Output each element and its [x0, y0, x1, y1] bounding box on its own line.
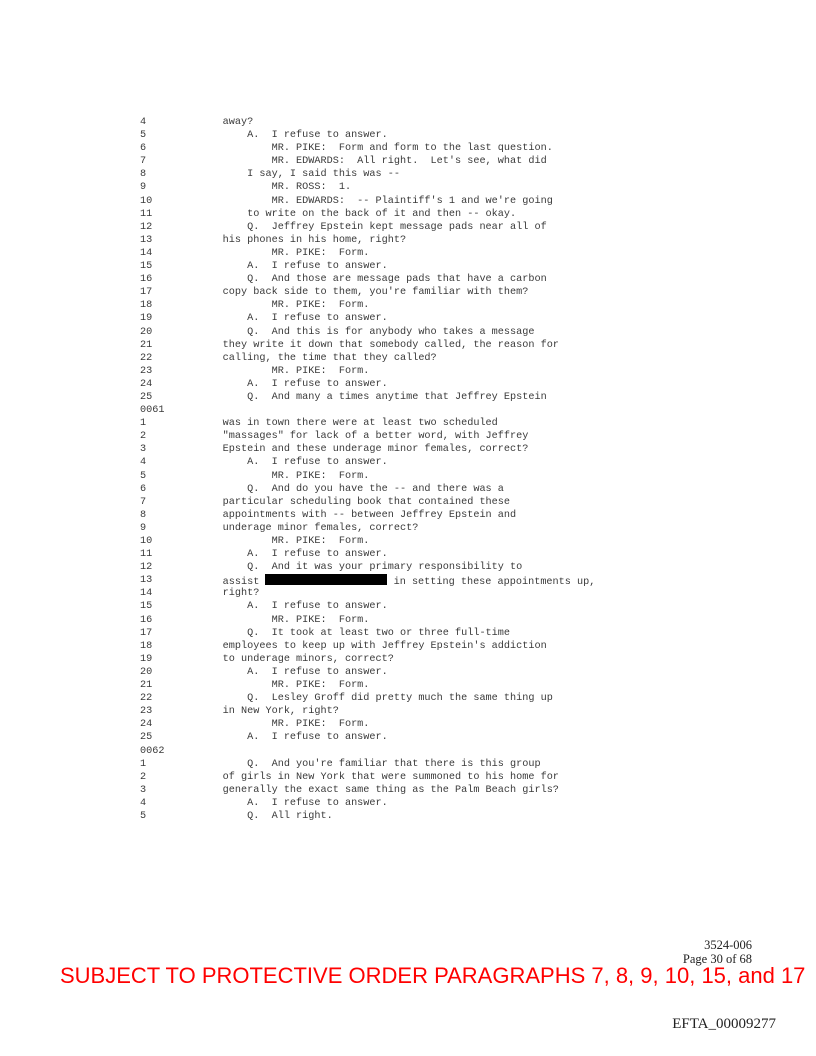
transcript-line — [140, 496, 740, 509]
line-text-segment: A. I refuse to answer. — [186, 313, 388, 325]
line-text — [186, 705, 740, 718]
line-number: 5 — [140, 810, 147, 822]
line-number: 13 — [140, 234, 153, 246]
transcript-line — [140, 666, 740, 679]
transcript-line — [140, 692, 740, 705]
line-text — [186, 378, 740, 391]
line-text-segment: A. I refuse to answer. — [186, 549, 388, 561]
document-id: 3524-006 — [704, 938, 752, 952]
transcript-line — [140, 129, 740, 142]
line-text — [186, 260, 740, 273]
transcript-line — [140, 234, 740, 247]
line-number: 10 — [140, 536, 153, 547]
line-text-segment: Q. And do you have the -- and there was a — [186, 483, 504, 495]
line-text — [186, 391, 740, 404]
transcript-line — [140, 705, 740, 718]
line-number: 13 — [140, 575, 153, 587]
transcript-line — [140, 653, 740, 666]
line-number: 18 — [140, 300, 153, 312]
line-text-segment: A. I refuse to answer. — [186, 378, 388, 390]
line-text — [186, 784, 740, 797]
bates-number: EFTA_00009277 — [672, 1016, 776, 1032]
line-text — [186, 195, 740, 208]
line-number: 3 — [140, 444, 147, 456]
line-number: 1 — [140, 758, 147, 770]
line-number: 25 — [140, 391, 153, 403]
line-text-segment: Q. Jeffrey Epstein kept message pads near all of — [186, 221, 547, 233]
line-text — [186, 496, 740, 509]
line-text-segment: MR. PIKE: Form. — [186, 365, 370, 377]
line-text-segment: MR. ROSS: 1. — [186, 182, 352, 194]
line-text-segment: generally the exact same thing as the Palm Beach girls? — [186, 784, 559, 796]
transcript-line — [140, 771, 740, 784]
transcript-line — [140, 391, 740, 404]
line-number: 2 — [140, 771, 147, 783]
line-text-segment: MR. PIKE: Form. — [186, 536, 370, 547]
line-text — [186, 810, 740, 823]
line-text — [186, 234, 740, 247]
line-text — [186, 326, 740, 339]
line-text — [186, 745, 740, 758]
transcript-line — [140, 404, 740, 417]
line-number: 5 — [140, 130, 147, 142]
line-text — [186, 718, 740, 731]
line-number: 11 — [140, 549, 153, 561]
line-text-segment: A. I refuse to answer. — [186, 601, 388, 613]
line-number: 16 — [140, 614, 153, 626]
line-text-segment: "massages" for lack of a better word, with Jeffrey — [186, 431, 529, 443]
line-text-segment: Q. All right. — [186, 810, 333, 822]
line-text — [186, 614, 740, 627]
line-text — [186, 404, 740, 417]
line-text — [186, 116, 740, 129]
line-number: 17 — [140, 627, 153, 639]
line-text-segment: Q. It took at least two or three full-time — [186, 627, 511, 639]
line-text-segment: his phones in his home, right? — [186, 234, 407, 246]
line-text — [186, 653, 740, 666]
line-number: 3 — [140, 784, 147, 796]
line-text-segment: of girls in New York that were summoned to his home for — [186, 771, 559, 783]
redaction-block — [265, 574, 387, 585]
transcript-line — [140, 797, 740, 810]
line-text — [186, 247, 740, 260]
line-text — [186, 692, 740, 705]
line-number: 11 — [140, 208, 153, 220]
line-number: 19 — [140, 653, 153, 665]
line-text — [186, 181, 740, 194]
line-text — [186, 470, 740, 483]
line-text — [186, 600, 740, 613]
line-text-segment: I say, I said this was -- — [186, 169, 400, 181]
line-text-segment: employees to keep up with Jeffrey Epstein's addiction — [186, 640, 547, 652]
line-text-segment: A. I refuse to answer. — [186, 130, 388, 142]
line-number: 8 — [140, 169, 147, 181]
transcript-line — [140, 365, 740, 378]
line-text-segment: A. I refuse to answer. — [186, 457, 388, 469]
line-text-segment: copy back side to them, you're familiar with them? — [186, 287, 529, 299]
transcript-line — [140, 535, 740, 548]
transcript-line — [140, 378, 740, 391]
transcript-line — [140, 181, 740, 194]
line-text-segment: MR. PIKE: Form. — [186, 719, 370, 731]
line-text-segment: to write on the back of it and then -- okay. — [186, 208, 517, 220]
line-text-segment: underage minor females, correct? — [186, 522, 419, 534]
line-text-segment: A. I refuse to answer. — [186, 797, 388, 809]
line-text — [186, 456, 740, 469]
line-number: 2 — [140, 431, 147, 443]
line-number: 7 — [140, 496, 147, 508]
line-text-segment: to underage minors, correct? — [186, 653, 394, 665]
line-number: 22 — [140, 693, 153, 705]
line-number: 7 — [140, 156, 147, 168]
line-text-segment: in New York, right? — [186, 706, 339, 718]
line-number: 0062 — [140, 745, 165, 757]
transcript-line — [140, 470, 740, 483]
line-text — [186, 679, 740, 692]
line-text — [186, 548, 740, 561]
line-number: 9 — [140, 182, 147, 194]
transcript-line — [140, 758, 740, 771]
line-number: 12 — [140, 562, 153, 574]
line-number: 6 — [140, 143, 147, 155]
transcript-line — [140, 221, 740, 234]
line-text — [186, 168, 740, 181]
line-text — [186, 797, 740, 810]
line-number: 18 — [140, 640, 153, 652]
transcript-line — [140, 339, 740, 352]
line-text-segment: away? — [186, 117, 254, 128]
line-number: 17 — [140, 287, 153, 299]
line-text — [186, 365, 740, 378]
line-number: 20 — [140, 326, 153, 338]
line-text-segment: A. I refuse to answer. — [186, 666, 388, 678]
line-text — [186, 627, 740, 640]
line-number: 21 — [140, 680, 153, 692]
line-number: 1 — [140, 418, 147, 430]
line-number: 24 — [140, 378, 153, 390]
line-number: 6 — [140, 483, 147, 495]
transcript-line — [140, 600, 740, 613]
line-text-segment: MR. PIKE: Form. — [186, 247, 370, 259]
transcript-line — [140, 208, 740, 221]
transcript-line — [140, 430, 740, 443]
line-text-segment: particular scheduling book that contained these — [186, 496, 511, 508]
transcript-line — [140, 679, 740, 692]
line-text-segment: Q. And those are message pads that have a carbon — [186, 274, 547, 286]
line-text — [186, 443, 740, 456]
line-text — [186, 155, 740, 168]
line-text-segment: Q. Lesley Groff did pretty much the same thing up — [186, 693, 553, 705]
line-text-segment: calling, the time that they called? — [186, 352, 437, 364]
transcript-line — [140, 745, 740, 758]
line-text — [186, 561, 740, 574]
line-text — [186, 483, 740, 496]
page-footer — [683, 938, 752, 966]
transcript-line — [140, 286, 740, 299]
transcript-line — [140, 614, 740, 627]
line-text — [186, 771, 740, 784]
deposition-transcript — [140, 116, 740, 823]
transcript-line — [140, 443, 740, 456]
line-text-segment: MR. PIKE: Form and form to the last question. — [186, 143, 553, 155]
line-number: 15 — [140, 261, 153, 273]
line-text-segment: assist — [186, 577, 266, 589]
line-text — [186, 312, 740, 325]
line-number: 23 — [140, 706, 153, 718]
line-text — [186, 142, 740, 155]
line-text — [186, 535, 740, 548]
transcript-line — [140, 260, 740, 273]
transcript-line — [140, 548, 740, 561]
line-text — [186, 666, 740, 679]
line-text-segment: in setting these appointments up, — [387, 577, 596, 589]
line-text-segment: was in town there were at least two scheduled — [186, 418, 498, 430]
line-text-segment: right? — [186, 588, 260, 600]
line-number: 19 — [140, 313, 153, 325]
line-text-segment: MR. PIKE: Form. — [186, 470, 370, 482]
transcript-line — [140, 116, 740, 129]
line-number: 0061 — [140, 405, 165, 417]
line-text — [186, 129, 740, 142]
line-text-segment: Q. And this is for anybody who takes a message — [186, 326, 535, 338]
line-number: 14 — [140, 247, 153, 259]
line-text — [186, 208, 740, 221]
line-text — [186, 509, 740, 522]
line-text — [186, 522, 740, 535]
transcript-line — [140, 784, 740, 797]
line-text-segment: Q. And many a times anytime that Jeffrey Epstein — [186, 391, 547, 403]
line-number: 22 — [140, 352, 153, 364]
transcript-line — [140, 627, 740, 640]
transcript-line — [140, 810, 740, 823]
line-text-segment: Epstein and these underage minor females, correct? — [186, 444, 529, 456]
line-number: 4 — [140, 457, 147, 469]
transcript-line — [140, 417, 740, 430]
line-number: 4 — [140, 117, 147, 128]
line-number: 5 — [140, 470, 147, 482]
line-number: 15 — [140, 601, 153, 613]
line-text-segment: MR. PIKE: Form. — [186, 614, 370, 626]
transcript-line — [140, 273, 740, 286]
line-text-segment: MR. EDWARDS: All right. Let's see, what did — [186, 156, 547, 168]
line-text-segment: A. I refuse to answer. — [186, 261, 388, 273]
line-text-segment: Q. And you're familiar that there is this group — [186, 758, 541, 770]
transcript-line — [140, 312, 740, 325]
transcript-line — [140, 509, 740, 522]
transcript-line — [140, 352, 740, 365]
transcript-line — [140, 574, 740, 587]
transcript-line — [140, 155, 740, 168]
line-number: 21 — [140, 339, 153, 351]
transcript-line — [140, 587, 740, 600]
transcript-line — [140, 456, 740, 469]
line-number: 20 — [140, 666, 153, 678]
line-text — [186, 221, 740, 234]
protective-order-notice: SUBJECT TO PROTECTIVE ORDER PARAGRAPHS 7, 8, 9, 10, 15, and 17 — [60, 963, 806, 988]
line-text — [186, 758, 740, 771]
line-text — [186, 299, 740, 312]
transcript-line — [140, 326, 740, 339]
transcript-line — [140, 640, 740, 653]
line-text-segment: A. I refuse to answer. — [186, 732, 388, 744]
line-text-segment: MR. EDWARDS: -- Plaintiff's 1 and we're going — [186, 195, 553, 207]
line-text — [186, 587, 740, 600]
line-number: 4 — [140, 797, 147, 809]
line-text — [186, 286, 740, 299]
line-number: 10 — [140, 195, 153, 207]
transcript-line — [140, 168, 740, 181]
page-number: Page 30 of 68 — [682, 952, 752, 966]
transcript-line — [140, 718, 740, 731]
line-text — [186, 417, 740, 430]
transcript-line — [140, 142, 740, 155]
line-number: 9 — [140, 522, 147, 534]
transcript-line — [140, 195, 740, 208]
transcript-line — [140, 731, 740, 744]
transcript-line — [140, 522, 740, 535]
transcript-line — [140, 299, 740, 312]
line-number: 8 — [140, 509, 147, 521]
line-text — [186, 430, 740, 443]
line-text-segment: they write it down that somebody called, the reason for — [186, 339, 559, 351]
line-text — [186, 339, 740, 352]
line-text — [186, 273, 740, 286]
line-text — [186, 574, 740, 587]
transcript-line — [140, 247, 740, 260]
line-text — [186, 352, 740, 365]
line-number: 12 — [140, 221, 153, 233]
line-text-segment: MR. PIKE: Form. — [186, 680, 370, 692]
line-text — [186, 731, 740, 744]
line-text-segment: MR. PIKE: Form. — [186, 300, 370, 312]
line-text — [186, 640, 740, 653]
line-text-segment: Q. And it was your primary responsibility to — [186, 562, 523, 574]
transcript-line — [140, 561, 740, 574]
transcript-line — [140, 483, 740, 496]
line-number: 23 — [140, 365, 153, 377]
line-number: 14 — [140, 588, 153, 600]
line-number: 25 — [140, 732, 153, 744]
line-number: 24 — [140, 719, 153, 731]
line-text-segment: appointments with -- between Jeffrey Epstein and — [186, 509, 517, 521]
line-number: 16 — [140, 274, 153, 286]
